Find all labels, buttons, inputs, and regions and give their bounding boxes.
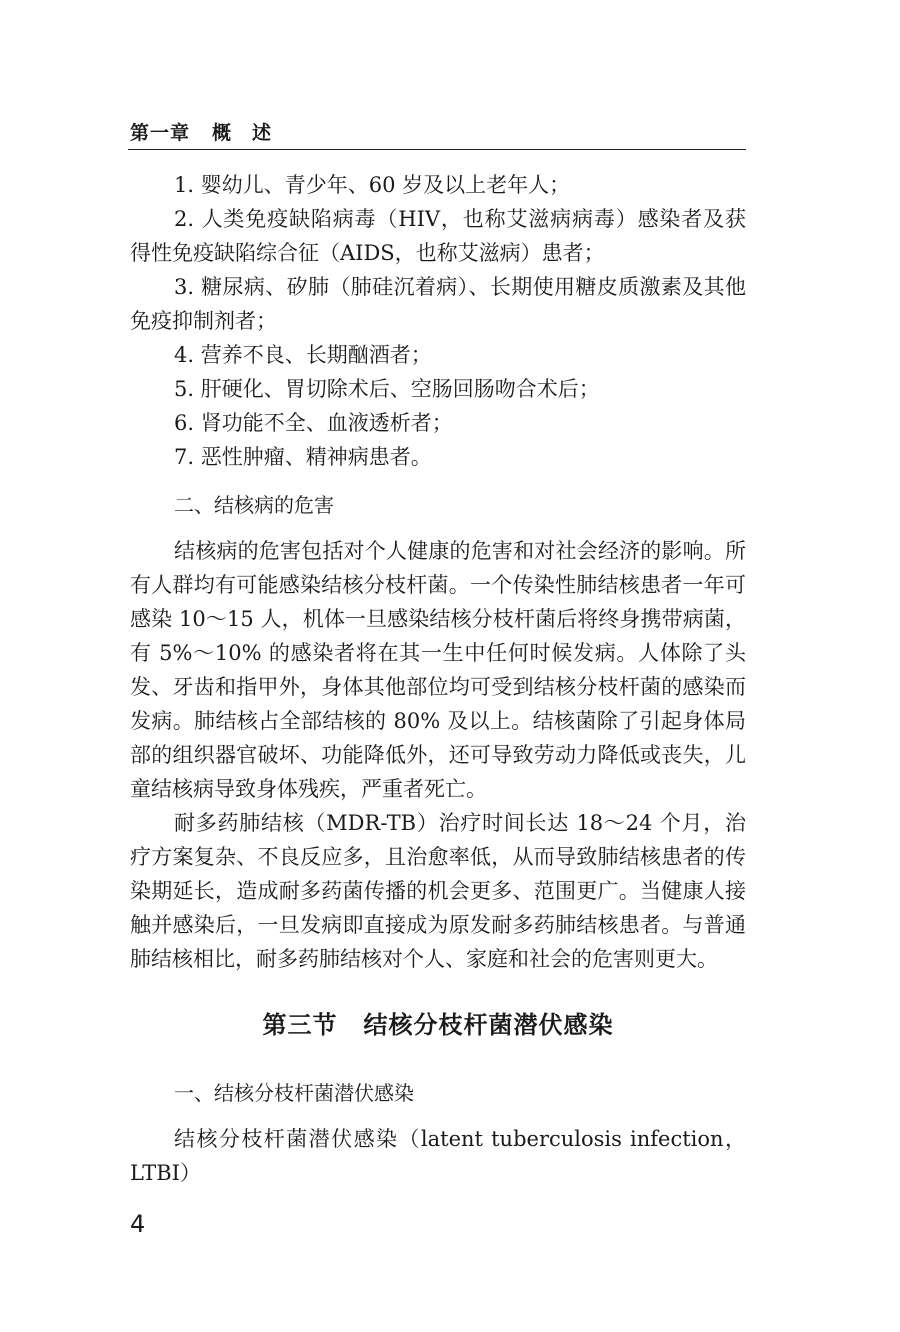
chapter-title: 概 述 [212, 122, 273, 144]
paragraph: 结核病的危害包括对个人健康的危害和对社会经济的影响。所有人群均有可能感染结核分枝杆菌。一个传染性肺结核患者一年可感染 10～15 人，机体一旦感染结核分枝杆菌后将终身携带病菌，有 5%～10% 的感染者将在其一生中任何时候发病。人体除了头发、牙齿和指甲外，身体其他部位均可受到结核分枝杆菌的感染而发病。肺结核占全部结核的 80% 及以上。结核菌除了引起身体局部的组织器官破坏、功能降低外，还可导致劳动力降低或丧失，儿童结核病导致身体残疾，严重者死亡。 [130, 539, 746, 801]
list-item: 6. 肾功能不全、血液透析者； [174, 411, 453, 435]
page-number: 4 [130, 1210, 146, 1238]
section-heading-harms: 二、结核病的危害 [174, 493, 334, 517]
list-item: 4. 营养不良、长期酗酒者； [174, 343, 432, 367]
section-number: 第三节 [262, 1011, 338, 1039]
subsection-heading-ltbi: 一、结核分枝杆菌潜伏感染 [174, 1081, 414, 1105]
section-name: 结核分枝杆菌潜伏感染 [363, 1011, 614, 1039]
list-item: 1. 婴幼儿、青少年、60 岁及以上老年人； [174, 173, 571, 197]
list-item: 2. 人类免疫缺陷病毒（HIV，也称艾滋病病毒）感染者及获得性免疫缺陷综合征（AIDS，也称艾滋病）患者； [130, 207, 746, 265]
paragraph: 耐多药肺结核（MDR-TB）治疗时间长达 18～24 个月，治疗方案复杂、不良反应多，且治愈率低，从而导致肺结核患者的传染期延长，造成耐多药菌传播的机会更多、范围更广。当健康人接触并感染后，一旦发病即直接成为原发耐多药肺结核患者。与普通肺结核相比，耐多药肺结核对个人、家庭和社会的危害则更大。 [130, 811, 746, 971]
chapter-number: 第一章 [130, 122, 191, 144]
list-item: 5. 肝硬化、胃切除术后、空肠回肠吻合术后； [174, 377, 600, 401]
paragraph: 结核分枝杆菌潜伏感染（latent tuberculosis infection，LTBI） [130, 1127, 746, 1185]
section-title [130, 1008, 746, 1042]
list-item: 7. 恶性肿瘤、精神病患者。 [174, 445, 432, 469]
header-rule [128, 149, 746, 150]
running-header [130, 118, 272, 145]
body-text [130, 168, 746, 1190]
list-item: 3. 糖尿病、矽肺（肺硅沉着病）、长期使用糖皮质激素及其他免疫抑制剂者； [130, 275, 746, 333]
